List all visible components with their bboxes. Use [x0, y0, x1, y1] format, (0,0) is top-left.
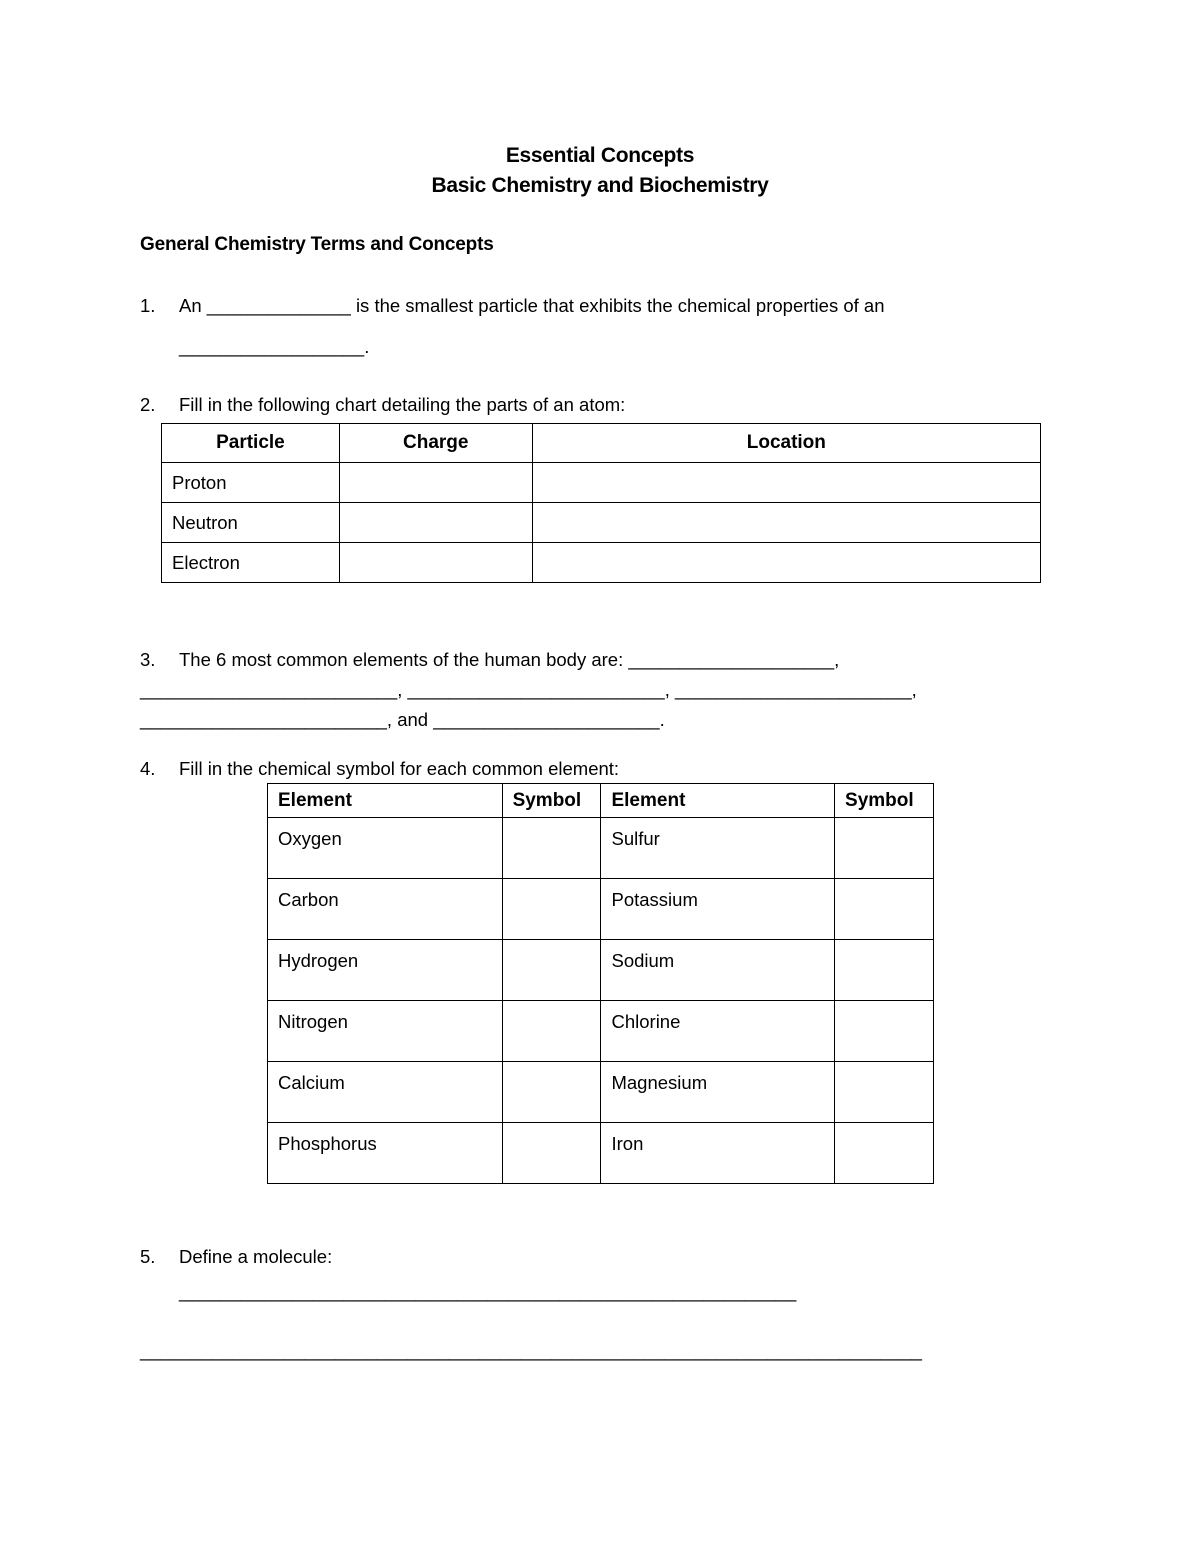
q1-blank-line: __________________. — [179, 336, 370, 357]
table-row — [162, 503, 1041, 543]
q2-text: Fill in the following chart detailing the parts of an atom: — [179, 394, 626, 415]
q4-text: Fill in the chemical symbol for each common element: — [179, 758, 620, 779]
element-name: Calcium — [268, 1062, 503, 1123]
q5-number: 5. — [140, 1246, 156, 1267]
element-name: Oxygen — [268, 818, 503, 879]
particle-name: Neutron — [162, 503, 340, 543]
document-title: Essential Concepts — [505, 144, 695, 167]
column-header: Charge — [339, 424, 532, 463]
table-row — [268, 879, 934, 940]
element-name: Iron — [601, 1123, 835, 1184]
q5-blank-line: ____________________________________________________________ — [179, 1281, 797, 1302]
element-name: Chlorine — [601, 1001, 835, 1062]
q1-text: An ______________ is the smallest particle that exhibits the chemical properties of an — [179, 295, 885, 316]
location-cell[interactable] — [532, 503, 1040, 543]
element-name: Sodium — [601, 940, 835, 1001]
symbol-cell[interactable] — [502, 1123, 601, 1184]
element-name: Sulfur — [601, 818, 835, 879]
q5-blank-line: ____________________________________________________________________________ — [140, 1340, 922, 1361]
table-row — [268, 940, 934, 1001]
element-name: Carbon — [268, 879, 503, 940]
column-header: Location — [532, 424, 1040, 463]
element-name: Magnesium — [601, 1062, 835, 1123]
document-subtitle: Basic Chemistry and Biochemistry — [431, 174, 769, 197]
column-header: Particle — [162, 424, 340, 463]
symbol-cell[interactable] — [835, 879, 934, 940]
location-cell[interactable] — [532, 463, 1040, 503]
column-header: Symbol — [502, 784, 601, 818]
charge-cell[interactable] — [339, 543, 532, 583]
symbol-cell[interactable] — [502, 940, 601, 1001]
column-header: Element — [268, 784, 503, 818]
table-row — [162, 463, 1041, 503]
table-row — [268, 818, 934, 879]
atom-parts-table — [161, 423, 1041, 583]
symbol-cell[interactable] — [502, 879, 601, 940]
symbol-cell[interactable] — [835, 1123, 934, 1184]
q3-text: The 6 most common elements of the human body are: ____________________, — [179, 649, 840, 670]
column-header: Element — [601, 784, 835, 818]
element-name: Hydrogen — [268, 940, 503, 1001]
section-heading: General Chemistry Terms and Concepts — [140, 234, 494, 255]
symbol-cell[interactable] — [502, 818, 601, 879]
element-name: Potassium — [601, 879, 835, 940]
q3-number: 3. — [140, 649, 156, 670]
symbol-cell[interactable] — [835, 940, 934, 1001]
table-row — [162, 543, 1041, 583]
symbol-cell[interactable] — [835, 818, 934, 879]
q1-number: 1. — [140, 295, 156, 316]
symbol-cell[interactable] — [835, 1062, 934, 1123]
column-header: Symbol — [835, 784, 934, 818]
table-header-row — [268, 784, 934, 818]
charge-cell[interactable] — [339, 463, 532, 503]
q3-blank-line: _________________________, _________________________, _______________________, — [140, 679, 917, 700]
element-name: Phosphorus — [268, 1123, 503, 1184]
symbol-cell[interactable] — [835, 1001, 934, 1062]
particle-name: Electron — [162, 543, 340, 583]
symbol-cell[interactable] — [502, 1001, 601, 1062]
q3-blank-line: ________________________, and ______________________. — [140, 709, 665, 730]
table-row — [268, 1123, 934, 1184]
particle-name: Proton — [162, 463, 340, 503]
charge-cell[interactable] — [339, 503, 532, 543]
table-header-row — [162, 424, 1041, 463]
table-row — [268, 1062, 934, 1123]
q5-text: Define a molecule: — [179, 1246, 333, 1267]
element-symbol-table — [267, 783, 934, 1184]
table-row — [268, 1001, 934, 1062]
symbol-cell[interactable] — [502, 1062, 601, 1123]
element-name: Nitrogen — [268, 1001, 503, 1062]
location-cell[interactable] — [532, 543, 1040, 583]
q4-number: 4. — [140, 758, 156, 779]
q2-number: 2. — [140, 394, 156, 415]
